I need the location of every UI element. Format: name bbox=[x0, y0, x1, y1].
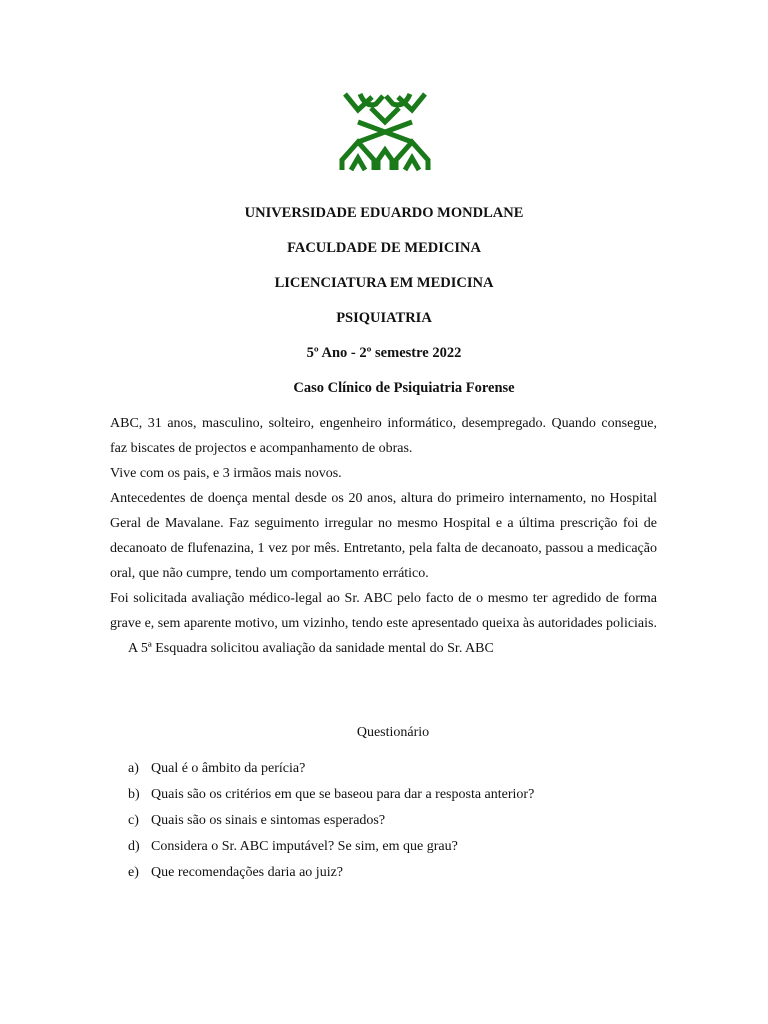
degree-name: LICENCIATURA EM MEDICINA bbox=[274, 275, 494, 291]
item-text: Quais são os critérios em que se baseou para dar a resposta anterior? bbox=[151, 787, 535, 802]
item-text: Quais são os sinais e sintomas esperados? bbox=[151, 813, 386, 828]
case-title: Caso Clínico de Psiquiatria Forense bbox=[293, 380, 515, 396]
paragraph-patient-info: ABC, 31 anos, masculino, solteiro, engenheiro informático, desempregado. Quando consegue, faz biscates de projectos e acompanhamento de obras. bbox=[110, 416, 657, 456]
paragraph-medical-history: Antecedentes de doença mental desde os 20 anos, altura do primeiro internamento, no Hospital Geral de Mavalane. Faz seguimento irregular no mesmo Hospital e a última prescrição foi de decanoato de flufenazina, 1 vez por mês. Entretanto, pela falta de decanoato, passou a medicação oral, que não cumpre, tendo um comportamento errático. bbox=[110, 491, 657, 581]
university-logo-icon bbox=[338, 90, 432, 174]
university-name: UNIVERSIDADE EDUARDO MONDLANE bbox=[244, 205, 524, 221]
subject-name: PSIQUIATRIA bbox=[336, 310, 432, 326]
item-letter: a) bbox=[128, 761, 139, 776]
list-item bbox=[128, 759, 534, 785]
item-letter: d) bbox=[128, 839, 140, 854]
period-label: 5º Ano - 2º semestre 2022 bbox=[306, 345, 462, 361]
list-item bbox=[128, 785, 534, 811]
faculty-name: FACULDADE DE MEDICINA bbox=[287, 240, 481, 256]
item-letter: c) bbox=[128, 813, 139, 828]
paragraph-request: A 5ª Esquadra solicitou avaliação da sanidade mental do Sr. ABC bbox=[128, 641, 494, 656]
list-item bbox=[128, 811, 534, 837]
questionnaire-list bbox=[128, 759, 534, 889]
item-text: Qual é o âmbito da perícia? bbox=[151, 761, 306, 776]
item-text: Que recomendações daria ao juiz? bbox=[151, 865, 344, 880]
item-text: Considera o Sr. ABC imputável? Se sim, em que grau? bbox=[151, 839, 458, 854]
paragraph-incident: Foi solicitada avaliação médico-legal ao Sr. ABC pelo facto de o mesmo ter agredido de forma grave e, sem aparente motivo, um vizinho, tendo este apresentado queixa às autoridades policiais. bbox=[110, 591, 657, 631]
case-description bbox=[110, 411, 657, 661]
paragraph-living-situation: Vive com os pais, e 3 irmãos mais novos. bbox=[110, 466, 342, 481]
item-letter: e) bbox=[128, 865, 139, 880]
list-item bbox=[128, 863, 534, 889]
item-letter: b) bbox=[128, 787, 140, 802]
list-item bbox=[128, 837, 534, 863]
questionnaire-title: Questionário bbox=[356, 725, 430, 740]
